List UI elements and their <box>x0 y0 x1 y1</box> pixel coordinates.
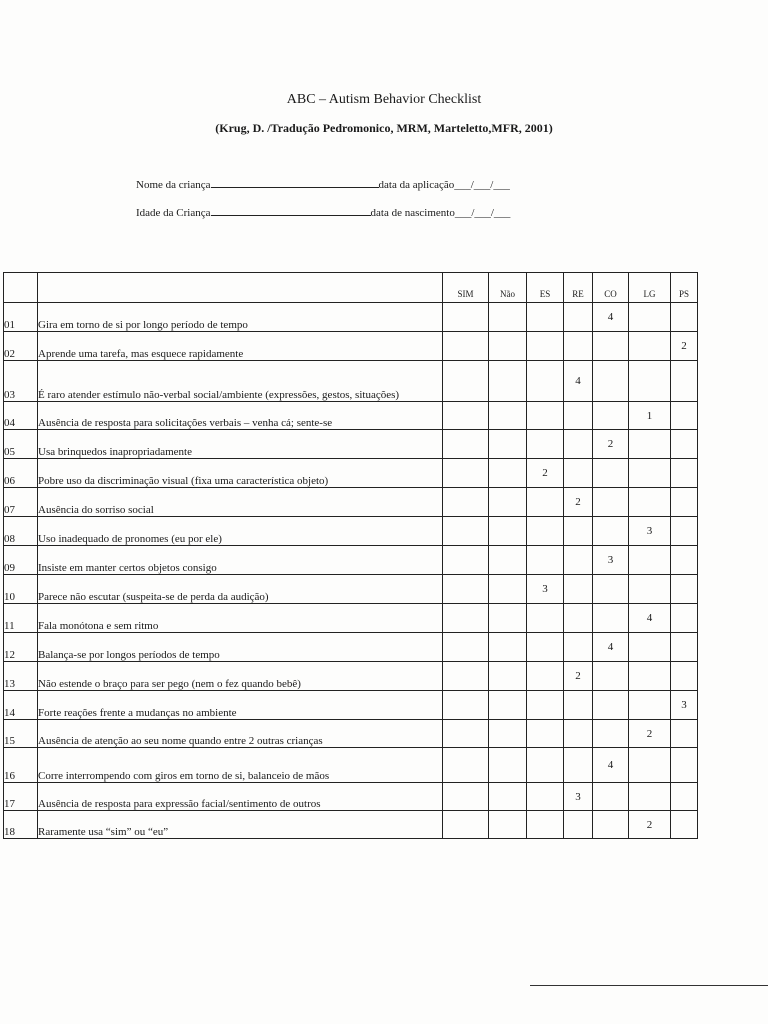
row-number: 04 <box>4 402 38 430</box>
table-row <box>4 783 698 811</box>
row-behavior-text: Aprende uma tarefa, mas esquece rapidamente <box>38 332 443 361</box>
header-row <box>4 273 698 303</box>
score-cell-re[interactable] <box>564 748 593 783</box>
score-cell-co[interactable] <box>593 488 629 517</box>
row-number: 14 <box>4 691 38 720</box>
score-cell-es[interactable] <box>527 720 564 748</box>
score-cell-re[interactable] <box>564 402 593 430</box>
score-cell-re[interactable] <box>564 575 593 604</box>
score-cell-sim[interactable] <box>443 720 489 748</box>
score-value: 2 <box>607 438 614 450</box>
score-cell-nao[interactable] <box>489 662 527 691</box>
score-cell-ps[interactable] <box>671 459 698 488</box>
score-cell-co[interactable] <box>593 303 629 332</box>
score-cell-ps[interactable] <box>671 402 698 430</box>
row-behavior-text: Não estende o braço para ser pego (nem o fez quando bebê) <box>38 662 443 691</box>
score-value: 4 <box>607 311 614 323</box>
col-header-co: CO <box>593 273 629 303</box>
score-cell-sim[interactable] <box>443 633 489 662</box>
row-behavior-text: Ausência de resposta para expressão facial/sentimento de outros <box>38 783 443 811</box>
score-cell-co[interactable] <box>593 430 629 459</box>
score-cell-sim[interactable] <box>443 332 489 361</box>
score-cell-es[interactable] <box>527 748 564 783</box>
score-value: 2 <box>646 818 653 831</box>
score-cell-re[interactable] <box>564 332 593 361</box>
score-cell-sim[interactable] <box>443 575 489 604</box>
score-value: 3 <box>607 554 614 566</box>
score-cell-co[interactable] <box>593 546 629 575</box>
row-number: 02 <box>4 332 38 361</box>
score-cell-re[interactable] <box>564 783 593 811</box>
score-cell-nao[interactable] <box>489 430 527 459</box>
score-cell-re[interactable] <box>564 691 593 720</box>
score-cell-re[interactable] <box>564 662 593 691</box>
score-cell-nao[interactable] <box>489 783 527 811</box>
score-cell-es[interactable] <box>527 546 564 575</box>
checklist-table <box>3 272 698 839</box>
document-subtitle: (Krug, D. /Tradução Pedromonico, MRM, Marteletto,MFR, 2001) <box>215 121 553 135</box>
score-cell-lg[interactable] <box>629 303 671 332</box>
score-cell-lg[interactable] <box>629 546 671 575</box>
score-cell-re[interactable] <box>564 811 593 839</box>
score-cell-ps[interactable] <box>671 430 698 459</box>
row-behavior-text: Gira em torno de si por longo período de tempo <box>38 303 443 332</box>
score-value: 4 <box>575 375 581 387</box>
header-num-cell <box>4 273 38 303</box>
score-cell-sim[interactable] <box>443 402 489 430</box>
score-cell-co[interactable] <box>593 662 629 691</box>
row-behavior-text: Parece não escutar (suspeita-se de perda da audição) <box>38 575 443 604</box>
score-cell-re[interactable] <box>564 459 593 488</box>
score-cell-es[interactable] <box>527 430 564 459</box>
score-cell-ps[interactable] <box>671 783 698 811</box>
score-cell-sim[interactable] <box>443 748 489 783</box>
table-row <box>4 459 698 488</box>
score-cell-nao[interactable] <box>489 332 527 361</box>
score-cell-lg[interactable] <box>629 783 671 811</box>
score-value: 4 <box>646 612 653 624</box>
score-cell-sim[interactable] <box>443 604 489 633</box>
score-cell-lg[interactable] <box>629 720 671 748</box>
score-cell-lg[interactable] <box>629 633 671 662</box>
table-row <box>4 332 698 361</box>
col-header-re: RE <box>564 273 593 303</box>
score-cell-nao[interactable] <box>489 811 527 839</box>
row-number: 10 <box>4 575 38 604</box>
score-value: 3 <box>646 525 653 537</box>
score-cell-co[interactable] <box>593 691 629 720</box>
col-header-ps: PS <box>671 273 698 303</box>
score-cell-es[interactable] <box>527 332 564 361</box>
score-cell-sim[interactable] <box>443 783 489 811</box>
row-behavior-text: Fala monótona e sem ritmo <box>38 604 443 633</box>
score-cell-ps[interactable] <box>671 604 698 633</box>
score-cell-nao[interactable] <box>489 402 527 430</box>
table-row <box>4 488 698 517</box>
row-number: 05 <box>4 430 38 459</box>
score-cell-re[interactable] <box>564 303 593 332</box>
score-cell-es[interactable] <box>527 459 564 488</box>
score-cell-ps[interactable] <box>671 720 698 748</box>
col-header-sim: SIM <box>443 273 489 303</box>
score-cell-ps[interactable] <box>671 517 698 546</box>
row-number: 15 <box>4 720 38 748</box>
score-cell-sim[interactable] <box>443 691 489 720</box>
score-cell-co[interactable] <box>593 748 629 783</box>
score-cell-es[interactable] <box>527 517 564 546</box>
score-cell-lg[interactable] <box>629 517 671 546</box>
score-cell-lg[interactable] <box>629 459 671 488</box>
score-cell-lg[interactable] <box>629 332 671 361</box>
row-behavior-text: Usa brinquedos inapropriadamente <box>38 430 443 459</box>
table-row <box>4 402 698 430</box>
score-cell-nao[interactable] <box>489 720 527 748</box>
table-row <box>4 662 698 691</box>
row-behavior-text: Uso inadequado de pronomes (eu por ele) <box>38 517 443 546</box>
row-behavior-text: Ausência do sorriso social <box>38 488 443 517</box>
score-cell-es[interactable] <box>527 361 564 402</box>
score-cell-nao[interactable] <box>489 361 527 402</box>
row-number: 09 <box>4 546 38 575</box>
score-cell-ps[interactable] <box>671 748 698 783</box>
table-row <box>4 430 698 459</box>
score-cell-lg[interactable] <box>629 488 671 517</box>
row-number: 08 <box>4 517 38 546</box>
score-cell-re[interactable] <box>564 546 593 575</box>
checklist-body <box>4 303 698 839</box>
header-item-cell <box>38 273 443 303</box>
row-number: 06 <box>4 459 38 488</box>
score-cell-sim[interactable] <box>443 430 489 459</box>
score-value: 4 <box>607 641 614 653</box>
score-cell-re[interactable] <box>564 430 593 459</box>
score-cell-nao[interactable] <box>489 546 527 575</box>
table-row <box>4 361 698 402</box>
score-value: 3 <box>681 699 687 711</box>
score-cell-co[interactable] <box>593 604 629 633</box>
table-row <box>4 604 698 633</box>
score-cell-es[interactable] <box>527 488 564 517</box>
score-cell-co[interactable] <box>593 633 629 662</box>
score-cell-ps[interactable] <box>671 361 698 402</box>
score-cell-ps[interactable] <box>671 332 698 361</box>
score-value: 3 <box>575 790 581 803</box>
score-cell-lg[interactable] <box>629 604 671 633</box>
score-cell-co[interactable] <box>593 811 629 839</box>
score-value: 1 <box>646 409 653 422</box>
score-cell-es[interactable] <box>527 662 564 691</box>
score-cell-es[interactable] <box>527 575 564 604</box>
score-cell-sim[interactable] <box>443 546 489 575</box>
row-number: 16 <box>4 748 38 783</box>
row-behavior-text: É raro atender estímulo não-verbal social/ambiente (expressões, gestos, situações) <box>38 361 443 402</box>
bottom-rule <box>530 985 768 986</box>
score-cell-co[interactable] <box>593 459 629 488</box>
row-number: 18 <box>4 811 38 839</box>
score-cell-lg[interactable] <box>629 662 671 691</box>
score-cell-sim[interactable] <box>443 488 489 517</box>
score-cell-ps[interactable] <box>671 633 698 662</box>
score-cell-ps[interactable] <box>671 575 698 604</box>
score-cell-re[interactable] <box>564 488 593 517</box>
score-value: 2 <box>575 496 581 508</box>
score-cell-es[interactable] <box>527 303 564 332</box>
birth-date-label: data de nascimento___/___/___ <box>370 207 511 219</box>
application-date-label: data da aplicação___/___/___ <box>378 179 510 191</box>
table-row <box>4 720 698 748</box>
score-cell-ps[interactable] <box>671 488 698 517</box>
score-cell-lg[interactable] <box>629 691 671 720</box>
row-number: 17 <box>4 783 38 811</box>
score-cell-lg[interactable] <box>629 575 671 604</box>
child-name-blank[interactable] <box>211 177 379 188</box>
score-cell-sim[interactable] <box>443 811 489 839</box>
child-age-line <box>136 205 510 219</box>
score-cell-nao[interactable] <box>489 303 527 332</box>
row-number: 03 <box>4 361 38 402</box>
score-cell-ps[interactable] <box>671 303 698 332</box>
score-cell-co[interactable] <box>593 575 629 604</box>
score-cell-nao[interactable] <box>489 604 527 633</box>
score-cell-lg[interactable] <box>629 402 671 430</box>
score-value: 2 <box>646 727 653 740</box>
score-cell-sim[interactable] <box>443 517 489 546</box>
score-cell-nao[interactable] <box>489 748 527 783</box>
score-cell-es[interactable] <box>527 604 564 633</box>
child-age-blank[interactable] <box>211 205 371 216</box>
table-row <box>4 575 698 604</box>
score-cell-co[interactable] <box>593 720 629 748</box>
table-row <box>4 691 698 720</box>
row-number: 12 <box>4 633 38 662</box>
score-cell-co[interactable] <box>593 517 629 546</box>
score-cell-co[interactable] <box>593 332 629 361</box>
row-behavior-text: Balança-se por longos períodos de tempo <box>38 633 443 662</box>
score-cell-lg[interactable] <box>629 430 671 459</box>
row-behavior-text: Insiste em manter certos objetos consigo <box>38 546 443 575</box>
score-cell-sim[interactable] <box>443 361 489 402</box>
table-row <box>4 517 698 546</box>
col-header-lg: LG <box>629 273 671 303</box>
score-cell-es[interactable] <box>527 691 564 720</box>
score-cell-ps[interactable] <box>671 811 698 839</box>
table-row <box>4 546 698 575</box>
row-behavior-text: Ausência de resposta para solicitações verbais – venha cá; sente-se <box>38 402 443 430</box>
score-value: 2 <box>542 467 548 479</box>
score-cell-sim[interactable] <box>443 662 489 691</box>
score-cell-re[interactable] <box>564 517 593 546</box>
row-number: 01 <box>4 303 38 332</box>
score-cell-re[interactable] <box>564 720 593 748</box>
row-behavior-text: Raramente usa “sim” ou “eu” <box>38 811 443 839</box>
score-value: 2 <box>681 340 687 352</box>
score-cell-es[interactable] <box>527 402 564 430</box>
score-cell-nao[interactable] <box>489 488 527 517</box>
col-header-es: ES <box>527 273 564 303</box>
table-row <box>4 748 698 783</box>
score-cell-lg[interactable] <box>629 748 671 783</box>
score-cell-ps[interactable] <box>671 546 698 575</box>
score-value: 4 <box>607 759 614 771</box>
col-header-nao: Não <box>489 273 527 303</box>
score-cell-sim[interactable] <box>443 459 489 488</box>
child-name-line <box>136 177 510 191</box>
score-value: 3 <box>542 583 548 595</box>
score-cell-nao[interactable] <box>489 575 527 604</box>
score-cell-re[interactable] <box>564 604 593 633</box>
score-cell-nao[interactable] <box>489 633 527 662</box>
table-row <box>4 633 698 662</box>
score-cell-es[interactable] <box>527 633 564 662</box>
row-behavior-text: Forte reações frente a mudanças no ambiente <box>38 691 443 720</box>
score-cell-ps[interactable] <box>671 662 698 691</box>
score-cell-nao[interactable] <box>489 517 527 546</box>
score-cell-lg[interactable] <box>629 361 671 402</box>
score-cell-ps[interactable] <box>671 691 698 720</box>
row-behavior-text: Corre interrompendo com giros em torno de si, balanceio de mãos <box>38 748 443 783</box>
score-cell-sim[interactable] <box>443 303 489 332</box>
score-cell-co[interactable] <box>593 361 629 402</box>
score-cell-lg[interactable] <box>629 811 671 839</box>
row-number: 13 <box>4 662 38 691</box>
score-cell-es[interactable] <box>527 811 564 839</box>
row-behavior-text: Ausência de atenção ao seu nome quando entre 2 outras crianças <box>38 720 443 748</box>
score-cell-re[interactable] <box>564 633 593 662</box>
table-row <box>4 303 698 332</box>
score-cell-re[interactable] <box>564 361 593 402</box>
row-number: 11 <box>4 604 38 633</box>
score-cell-co[interactable] <box>593 783 629 811</box>
score-cell-es[interactable] <box>527 783 564 811</box>
child-age-label: Idade da Criança <box>136 207 211 219</box>
score-value: 2 <box>575 670 581 682</box>
row-number: 07 <box>4 488 38 517</box>
child-name-label: Nome da criança <box>136 179 211 191</box>
score-cell-co[interactable] <box>593 402 629 430</box>
document-title: ABC – Autism Behavior Checklist <box>286 92 482 107</box>
score-cell-nao[interactable] <box>489 459 527 488</box>
score-cell-nao[interactable] <box>489 691 527 720</box>
table-row <box>4 811 698 839</box>
row-behavior-text: Pobre uso da discriminação visual (fixa uma característica objeto) <box>38 459 443 488</box>
